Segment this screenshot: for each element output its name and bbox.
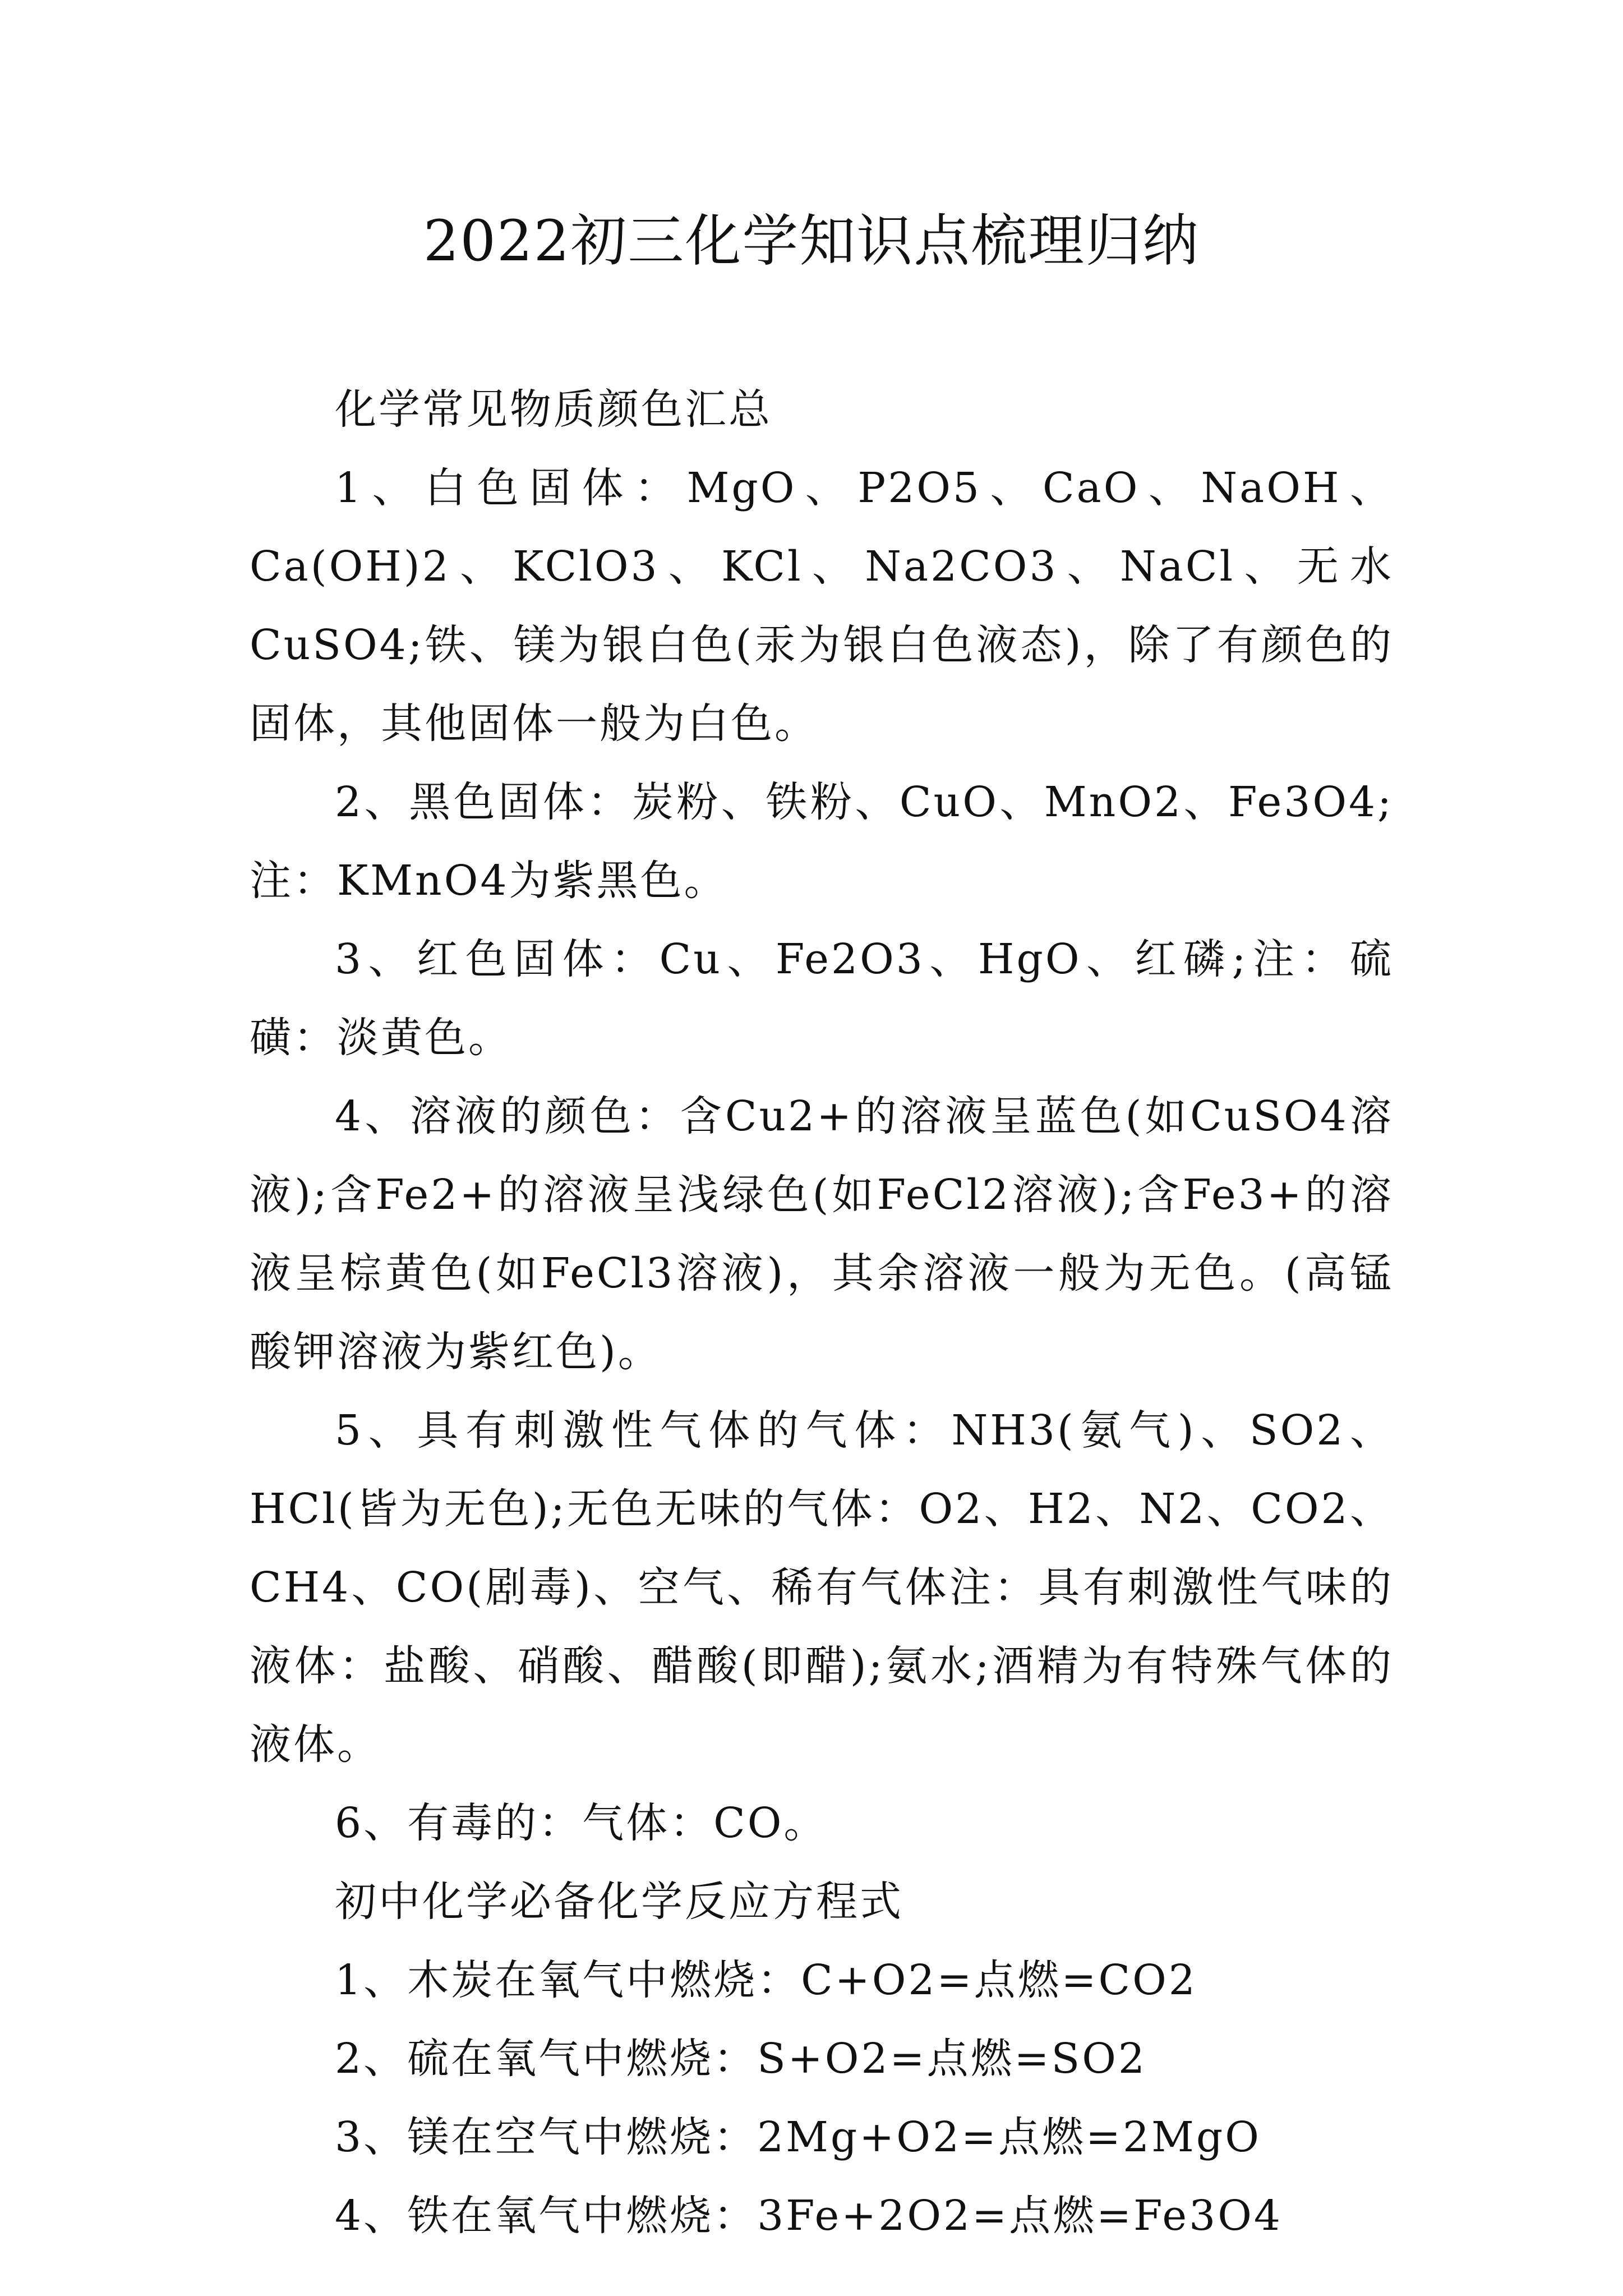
equation-item: 4、铁在氧气中燃烧：3Fe+2O2=点燃=Fe3O4 <box>335 2192 1283 2240</box>
section-heading-equations: 初中化学必备化学反应方程式 <box>335 1878 903 1926</box>
equation-item: 2、硫在氧气中燃烧：S+O2=点燃=SO2 <box>335 2035 1147 2083</box>
paragraph-gases: 5、具有刺激性气体的气体：NH3(氨气)、SO2、HCl(皆为无色);无色无味的气体：O2、H2、N2、CO2、CH4、CO(剧毒)、空气、稀有气体注：具有刺激性气味的液体：盐酸、硝酸、醋酸(即醋);氨水;酒精为有特殊气体的液体。 <box>250 1406 1394 1769</box>
document-title: 2022初三化学知识点梳理归纳 <box>423 208 1200 274</box>
paragraph-white-solids: 1、白色固体：MgO、P2O5、CaO、NaOH、Ca(OH)2、KClO3、KCl、Na2CO3、NaCl、无水CuSO4;铁、镁为银白色(汞为银白色液态)，除了有颜色的固体，其他固体一般为白色。 <box>250 464 1394 748</box>
document-body <box>250 370 1394 2255</box>
equation-item: 3、镁在空气中燃烧：2Mg+O2=点燃=2MgO <box>335 2113 1261 2161</box>
equation-item: 1、木炭在氧气中燃烧：C+O2=点燃=CO2 <box>335 1956 1197 2004</box>
paragraph-black-solids: 2、黑色固体：炭粉、铁粉、CuO、MnO2、Fe3O4;注：KMnO4为紫黑色。 <box>250 778 1394 905</box>
paragraph-red-solids: 3、红色固体：Cu、Fe2O3、HgO、红磷;注：硫磺：淡黄色。 <box>250 935 1394 1062</box>
section-heading-colors: 化学常见物质颜色汇总 <box>335 385 772 434</box>
paragraph-solution-colors: 4、溶液的颜色：含Cu2+的溶液呈蓝色(如CuSO4溶液);含Fe2+的溶液呈浅绿色(如FeCl2溶液);含Fe3+的溶液呈棕黄色(如FeCl3溶液)，其余溶液一般为无色。(高锰酸钾溶液为紫红色)。 <box>250 1092 1394 1376</box>
paragraph-toxic: 6、有毒的：气体：CO。 <box>335 1799 828 1847</box>
